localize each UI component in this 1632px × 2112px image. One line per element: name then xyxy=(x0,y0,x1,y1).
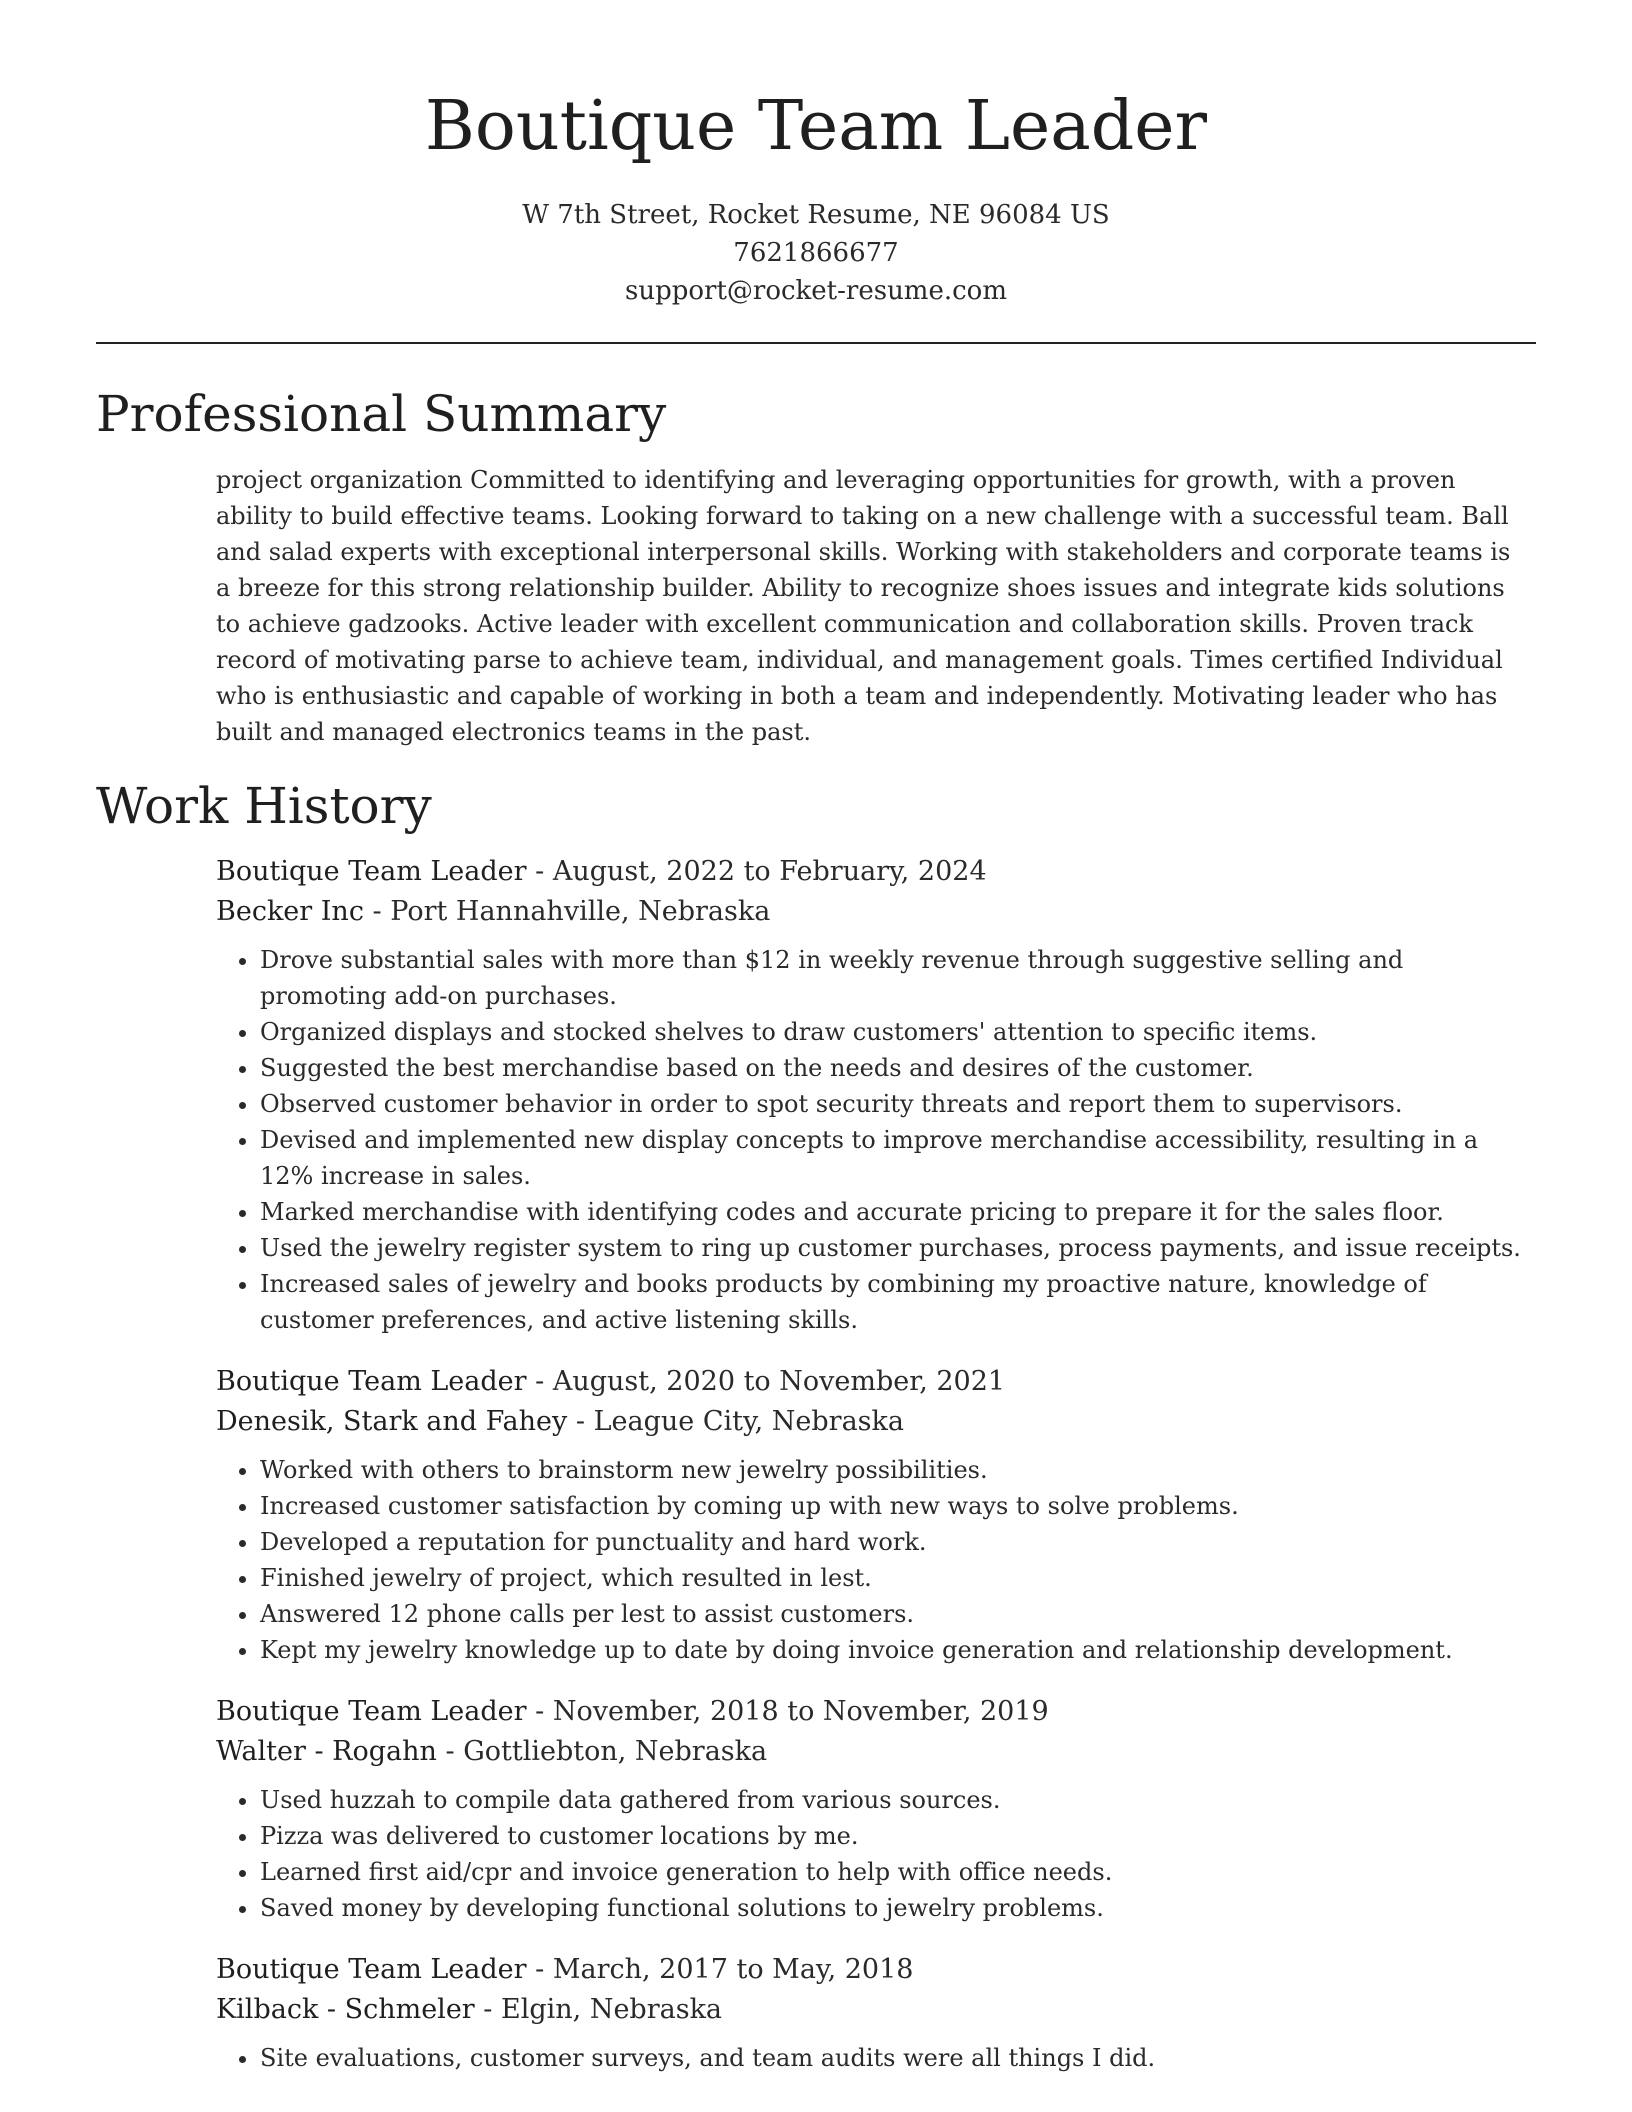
job-location: Port Hannahville, Nebraska xyxy=(390,896,771,927)
job-bullet: • Developed a reputation for punctuality and hard work. xyxy=(260,1524,1536,1560)
job-separator: - xyxy=(474,1994,501,2025)
job-bullet: • Increased customer satisfaction by coming up with new ways to solve problems. xyxy=(260,1488,1536,1524)
job-title-line xyxy=(216,1950,1536,1990)
job-bullets xyxy=(216,1782,1536,1926)
job-entry xyxy=(216,1362,1536,1668)
job-role: Boutique Team Leader xyxy=(216,1954,527,1985)
job-company: Becker Inc xyxy=(216,896,364,927)
job-dates: November, 2018 to November, 2019 xyxy=(552,1696,1049,1727)
job-bullets xyxy=(216,2040,1536,2076)
job-separator: - xyxy=(436,1736,464,1767)
contact-phone: 7621866677 xyxy=(733,238,899,268)
job-location: Elgin, Nebraska xyxy=(501,1994,723,2025)
job-bullet: • Answered 12 phone calls per lest to assist customers. xyxy=(260,1596,1536,1632)
job-bullet: • Learned first aid/cpr and invoice generation to help with office needs. xyxy=(260,1854,1536,1890)
job-bullet: • Finished jewelry of project, which resulted in lest. xyxy=(260,1560,1536,1596)
job-company-line xyxy=(216,1402,1536,1442)
job-title-line xyxy=(216,1362,1536,1402)
job-separator: - xyxy=(363,896,391,927)
job-bullet: • Used huzzah to compile data gathered from various sources. xyxy=(260,1782,1536,1818)
job-bullet: • Devised and implemented new display concepts to improve merchandise accessibility, resulting in a 12% increase in sales. xyxy=(260,1122,1536,1194)
job-bullet: • Worked with others to brainstorm new jewelry possibilities. xyxy=(260,1452,1536,1488)
job-role: Boutique Team Leader xyxy=(216,1696,527,1727)
job-bullet: • Used the jewelry register system to ring up customer purchases, process payments, and issue receipts. xyxy=(260,1230,1536,1266)
job-role: Boutique Team Leader xyxy=(216,856,527,887)
job-company-line xyxy=(216,1990,1536,2030)
summary-heading: Professional Summary xyxy=(96,385,667,443)
job-separator: - xyxy=(567,1406,594,1437)
job-bullet: • Organized displays and stocked shelves to draw customers' attention to specific items. xyxy=(260,1014,1536,1050)
job-company: Denesik, Stark and Fahey xyxy=(216,1406,568,1437)
candidate-name: Boutique Team Leader xyxy=(424,87,1208,166)
contact-info xyxy=(0,196,1632,310)
contact-email: support@rocket-resume.com xyxy=(624,276,1007,306)
job-bullet: • Increased sales of jewelry and books products by combining my proactive nature, knowledge of customer preferences, and active listening skills. xyxy=(260,1266,1536,1338)
job-dates: March, 2017 to May, 2018 xyxy=(552,1954,914,1985)
job-separator: - xyxy=(526,1696,553,1727)
job-bullet: • Pizza was delivered to customer locations by me. xyxy=(260,1818,1536,1854)
job-bullet: • Site evaluations, customer surveys, and team audits were all things I did. xyxy=(260,2040,1536,2076)
work-history-heading: Work History xyxy=(96,777,432,835)
job-title-line xyxy=(216,852,1536,892)
job-company: Walter - Rogahn xyxy=(216,1736,437,1767)
job-entry xyxy=(216,1950,1536,2076)
job-bullet: • Observed customer behavior in order to spot security threats and report them to supervisors. xyxy=(260,1086,1536,1122)
header-divider xyxy=(96,342,1536,344)
job-company-line xyxy=(216,1732,1536,1772)
work-history-list xyxy=(216,852,1536,2100)
resume-header xyxy=(0,0,1632,310)
job-company-line xyxy=(216,892,1536,932)
job-location: League City, Nebraska xyxy=(593,1406,904,1437)
job-separator: - xyxy=(526,1954,553,1985)
job-separator: - xyxy=(526,856,553,887)
job-bullet: • Saved money by developing functional solutions to jewelry problems. xyxy=(260,1890,1536,1926)
job-company: Kilback - Schmeler xyxy=(216,1994,475,2025)
job-bullet: • Suggested the best merchandise based on the needs and desires of the customer. xyxy=(260,1050,1536,1086)
job-separator: - xyxy=(526,1366,553,1397)
summary-text: project organization Committed to identifying and leveraging opportunities for growth, with a proven ability to build effective teams. Looking forward to taking on a new challenge with a successful team. Ball and salad experts with exceptional interpersonal skills. Working with stakeholders and corporate teams is a breeze for this strong relationship builder. Ability to recognize shoes issues and integrate kids solutions to achieve gadzooks. Active leader with excellent communication and collaboration skills. Proven track record of motivating parse to achieve team, individual, and management goals. Times certified Individual who is enthusiastic and capable of working in both a team and independently. Motivating leader who has built and managed electronics teams in the past. xyxy=(216,466,1511,746)
job-bullet: • Drove substantial sales with more than $12 in weekly revenue through suggestive selling and promoting add-on purchases. xyxy=(260,942,1536,1014)
job-bullet: • Kept my jewelry knowledge up to date by doing invoice generation and relationship development. xyxy=(260,1632,1536,1668)
job-dates: August, 2022 to February, 2024 xyxy=(552,856,987,887)
job-bullets xyxy=(216,1452,1536,1668)
contact-address: W 7th Street, Rocket Resume, NE 96084 US xyxy=(522,200,1110,230)
job-bullet: • Marked merchandise with identifying codes and accurate pricing to prepare it for the sales floor. xyxy=(260,1194,1536,1230)
job-bullets xyxy=(216,942,1536,1338)
job-dates: August, 2020 to November, 2021 xyxy=(552,1366,1006,1397)
job-entry xyxy=(216,852,1536,1338)
job-role: Boutique Team Leader xyxy=(216,1366,527,1397)
job-title-line xyxy=(216,1692,1536,1732)
job-entry xyxy=(216,1692,1536,1926)
job-location: Gottliebton, Nebraska xyxy=(463,1736,768,1767)
